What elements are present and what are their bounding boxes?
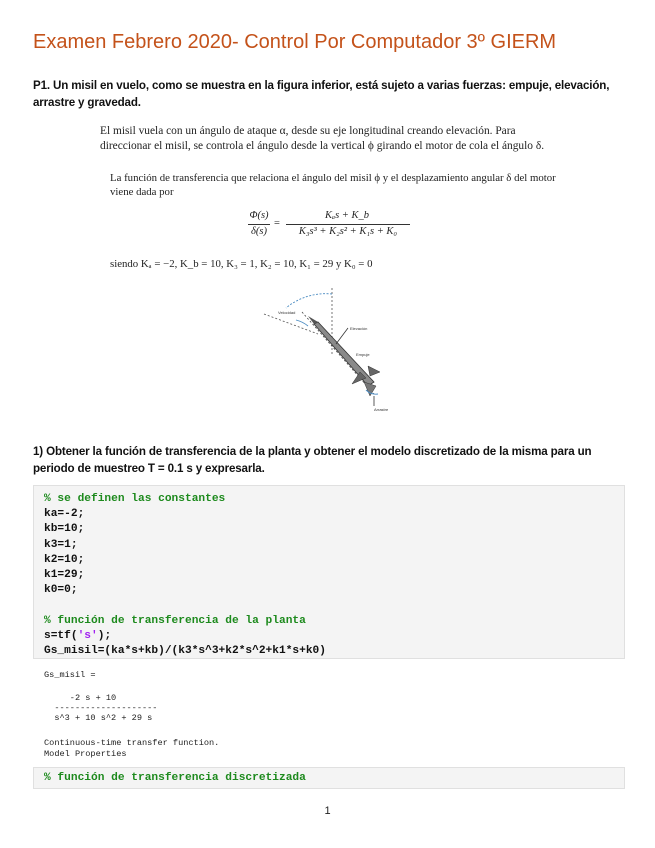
output-numerator: -2 s + 10 <box>44 693 117 703</box>
code-line: ka=-2; <box>44 508 85 521</box>
output-denominator: s^3 + 10 s^2 + 29 s <box>44 713 153 723</box>
formula-equals: = <box>274 218 280 229</box>
code-line: s=tf( <box>44 629 78 642</box>
code-line: ); <box>97 629 112 642</box>
problem-statement: P1. Un misil en vuelo, como se muestra en la figura inferior, está sujeto a varias fuerzas: empuje, elevación, arrastre y gravedad. <box>33 79 610 109</box>
formula-lhs-denominator: δ(s) <box>251 226 267 237</box>
output-info: Continuous-time transfer function. <box>44 738 220 748</box>
code-string: 's' <box>77 629 98 642</box>
formula-rhs-denominator: K₃s³ + K₂s² + K₁s + K₀ <box>298 226 398 237</box>
code-line: k1=29; <box>44 569 85 582</box>
code-line: k2=10; <box>44 553 85 566</box>
figure-paragraph-1: El misil vuela con un ángulo de ataque α, desde su eje longitudinal creando elevación. Para direccionar el misil, se controla el ángulo desde la vertical ϕ girando el motor de cola el ángulo δ. <box>100 125 545 152</box>
output-info: Model Properties <box>44 749 127 759</box>
velocity-label: Velocidad <box>278 310 296 315</box>
phi-angle-arc <box>286 294 332 308</box>
code-line: k3=1; <box>44 538 78 551</box>
drag-label: Arrastre <box>374 407 389 412</box>
constants-line: siendo Kₐ = −2, K_b = 10, K₃ = 1, K₂ = 10, K₁ = 29 y K₀ = 0 <box>110 258 373 270</box>
code-line: kb=10; <box>44 523 85 536</box>
missile-figure <box>256 286 396 414</box>
formula-rhs-numerator: Kₐs + K_b <box>325 210 369 221</box>
lift-label: Elevación <box>350 326 368 331</box>
figure-paragraph-2: La función de transferencia que relaciona el ángulo del misil ϕ y el desplazamiento angular δ del motor viene dada por <box>110 172 556 198</box>
missile-fin-right <box>368 366 380 376</box>
velocity-vector <box>264 314 318 334</box>
output-variable: Gs_misil = <box>44 670 96 680</box>
page-number: 1 <box>324 805 331 817</box>
code-line: Gs_misil=(ka*s+kb)/(k3*s^3+k2*s^2+k1*s+k0) <box>44 645 326 658</box>
code-block-2[interactable] <box>33 767 625 789</box>
question-1: 1) Obtener la función de transferencia de la planta y obtener el modelo discretizado de la misma para un periodo de muestreo T = 0.1 s y expresarla. <box>33 445 592 475</box>
code-line: k0=0; <box>44 584 78 597</box>
code-comment: % se definen las constantes <box>44 493 226 505</box>
code-comment: % función de transferencia de la planta <box>44 614 306 627</box>
formula-lhs-fraction-bar <box>248 224 270 225</box>
page-title: Examen Febrero 2020- Control Por Computador 3º GIERM <box>33 31 557 53</box>
formula-rhs-fraction-bar <box>286 224 410 225</box>
thrust-label: Empuje <box>356 352 370 357</box>
lift-arrow <box>336 328 348 344</box>
code-comment: % función de transferencia discretizada <box>44 772 306 784</box>
output-fraction-bar: -------------------- <box>44 703 158 713</box>
alpha-angle-arc <box>296 320 308 326</box>
code-block-1[interactable] <box>33 485 625 659</box>
formula-lhs-numerator: Φ(s) <box>249 210 269 221</box>
